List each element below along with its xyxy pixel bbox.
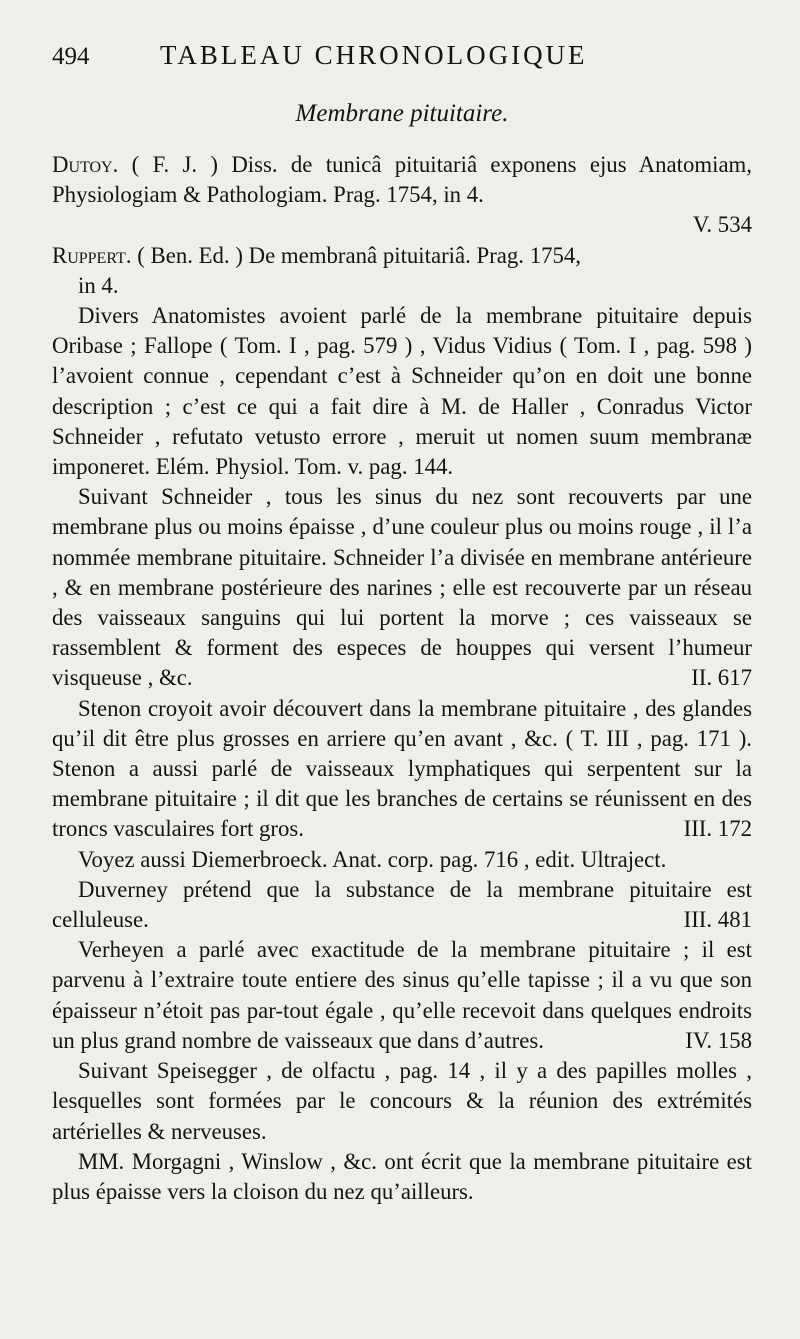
paragraph-text: Voyez aussi Diemerbroeck. Anat. corp. pag. 716 , edit. Ultraject. (78, 846, 667, 872)
paragraph-text: Duverney prétend que la substance de la membrane pituitaire est celluleuse. (52, 876, 752, 933)
paragraph-text: MM. Morgagni , Winslow , &c. ont écrit que la membrane pituitaire est plus épaisse vers la cloison du nez qu’ailleurs. (52, 1148, 752, 1204)
paragraph-text: Suivant Speisegger , de olfactu , pag. 14 , il y a des papilles molles , lesquelles sont formées par le concours & la réunion des extrémités artérielles & nerveuses. (52, 1058, 752, 1144)
volume-reference: V. 534 (692, 212, 752, 238)
paragraph (52, 1147, 752, 1207)
volume-reference: III. 172 (683, 816, 752, 842)
entry-author: Ruppert. (52, 242, 132, 268)
paragraph (52, 935, 752, 1056)
running-title: TABLEAU CHRONOLOGIQUE (160, 40, 588, 70)
paragraph-text: Divers Anatomistes avoient parlé de la membrane pituitaire depuis Oribase ; Fallope ( Tom. I , pag. 579 ) , Vidus Vidius ( Tom. I , pag. 598 ) l’avoient connue , cependant c’est à Schneider qu’on en doit une bonne description ; c’est ce qui a fait dire à M. de Haller , Conradus Victor Schneider , refutato vetusto errore , meruit ut nomen suum membranæ imponeret. Elém. Physiol. Tom. v. pag. 144. (52, 303, 752, 480)
volume-reference: III. 481 (683, 907, 752, 933)
section-title: Membrane pituitaire. (295, 100, 509, 127)
entry-continuation: in 4. (78, 272, 119, 298)
volume-reference: IV. 158 (685, 1027, 752, 1053)
entry-text: ( F. J. ) Diss. de tunicâ pituitariâ exponens ejus Anatomiam, Physiologiam & Pathologiam. Prag. 1754, in 4. (52, 152, 752, 208)
paragraph (52, 694, 752, 845)
paragraph-text: Stenon croyoit avoir découvert dans la membrane pituitaire , des glandes qu’il dit être plus grosses en arriere qu’en avant , &c. ( T. III , pag. 171 ). Stenon a aussi parlé de vaisseaux lymphatiques qui serpentent sur la membrane pituitaire ; il dit que les branches de certains se réunissent en des troncs vasculaires fort gros. (52, 695, 752, 842)
page-number: 494 (52, 43, 90, 70)
bibliography-entry (52, 150, 752, 241)
running-header (52, 40, 752, 92)
entry-text: ( Ben. Ed. ) De membranâ pituitariâ. Prag. 1754, (137, 242, 582, 268)
paragraph-text: Verheyen a parlé avec exactitude de la membrane pituitaire ; il est parvenu à l’extraire toute entiere des sinus qu’elle tapisse ; il a vu que son épaisseur n’étoit pas par-tout égale , qu’elle recevoit dans quelques endroits un plus grand nombre de vaisseaux que dans d’autres. (52, 937, 752, 1053)
paragraph (52, 845, 752, 875)
paragraph (52, 1056, 752, 1147)
entry-author: Dutoy. (52, 152, 119, 177)
paragraph (52, 875, 752, 935)
paragraph-text: Suivant Schneider , tous les sinus du nez sont recouverts par une membrane plus ou moins épaisse , d’une couleur plus ou moins rouge , il l’a nommée membrane pituitaire. Schneider l’a divisée en membrane antérieure , & en membrane postérieure des narines ; elle est recouverte par un réseau des vaisseaux sanguins qui lui portent la morve ; ces vaisseaux se rassemblent & forment des especes de houppes qui versent l’humeur visqueuse , &c. (52, 484, 752, 691)
paragraph (52, 301, 752, 482)
bibliography-entry (52, 241, 752, 301)
volume-reference: II. 617 (691, 665, 752, 691)
paragraph (52, 482, 752, 693)
